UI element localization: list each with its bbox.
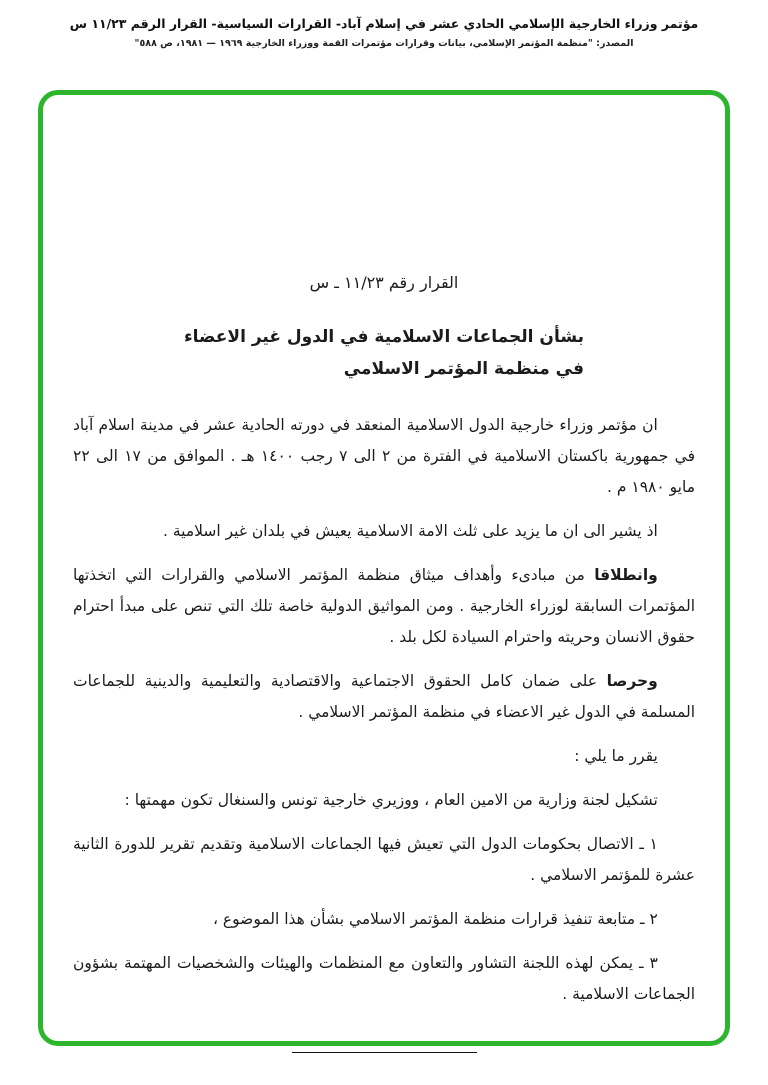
decision-intro: يقرر ما يلي : xyxy=(574,746,658,765)
committee-line-text: تشكيل لجنة وزارية من الامين العام ، ووزيري خارجية تونس والسنغال تكون مهمتها : xyxy=(124,790,658,809)
decision-item-2 xyxy=(73,904,695,935)
committee-line xyxy=(73,785,695,816)
decision-item-1-text: ١ ـ الاتصال بحكومات الدول التي تعيش فيها الجماعات الاسلامية وتقديم تقرير للدورة الثانية عشرة للمؤتمر الاسلامي . xyxy=(73,834,695,884)
decision-item-3 xyxy=(73,948,695,1010)
paragraph-preamble xyxy=(73,410,695,503)
paragraph-principles-lead: وانطلاقا xyxy=(594,565,658,584)
resolution-number: القرار رقم ١١/٢٣ ـ س xyxy=(309,273,459,292)
paragraph-rights xyxy=(73,666,695,728)
resolution-title xyxy=(73,321,695,386)
document-header xyxy=(0,16,768,49)
scanned-document-body xyxy=(43,95,725,1053)
paragraph-noting-text: اذ يشير الى ان ما يزيد على ثلث الامة الاسلامية يعيش في بلدان غير اسلامية . xyxy=(163,521,658,540)
resolution-title-line1: بشأن الجماعات الاسلامية في الدول غير الاعضاء xyxy=(183,327,585,347)
paragraph-rights-text: على ضمان كامل الحقوق الاجتماعية والاقتصادية والتعليمية والدينية للجماعات المسلمة في الدول غير الاعضاء في منظمة المؤتمر الاسلامي . xyxy=(73,671,695,721)
decision-item-1 xyxy=(73,829,695,891)
header-source: المصدر: "منظمة المؤتمر الإسلامي، بيانات وقرارات مؤتمرات القمة ووزراء الخارجية ١٩٦٩ — ١٩٨١، ص ٥٨٨" xyxy=(134,38,634,49)
green-frame xyxy=(38,90,730,1046)
resolution-title-line2: في منظمة المؤتمر الاسلامي xyxy=(343,359,585,380)
end-rule xyxy=(292,1052,477,1053)
paragraph-principles xyxy=(73,560,695,653)
paragraph-rights-lead: وحرصا xyxy=(606,671,658,690)
decision-item-3-text: ٣ ـ يمكن لهذه اللجنة التشاور والتعاون مع المنظمات والهيئات والشخصيات المهتمة بشؤون الجماعات الاسلامية . xyxy=(73,953,695,1003)
header-title: مؤتمر وزراء الخارجية الإسلامي الحادي عشر في إسلام آباد- القرارات السياسية- القرار الرقم ١١/٢٣ س xyxy=(69,16,699,31)
decision-item-2-text: ٢ ـ متابعة تنفيذ قرارات منظمة المؤتمر الاسلامي بشأن هذا الموضوع ، xyxy=(212,909,658,928)
paragraph-noting xyxy=(73,516,695,547)
paragraph-preamble-text: ان مؤتمر وزراء خارجية الدول الاسلامية المنعقد في دورته الحادية عشر في مدينة اسلام آباد في جمهورية باكستان الاسلامية في الفترة من ٢ الى ٧ رجب ١٤٠٠ هـ . الموافق من ١٧ الى ٢٢ مايو ١٩٨٠ م . xyxy=(73,415,695,496)
paragraph-principles-text: من مبادىء وأهداف ميثاق منظمة المؤتمر الاسلامي والقرارات التي اتخذتها المؤتمرات السابقة لوزراء الخارجية . ومن المواثيق الدولية خاصة تلك التي تنص على مبدأ احترام حقوق الانسان وحريته واحترام السيادة لكل بلد . xyxy=(73,565,695,646)
resolution-title-lines xyxy=(184,321,584,386)
